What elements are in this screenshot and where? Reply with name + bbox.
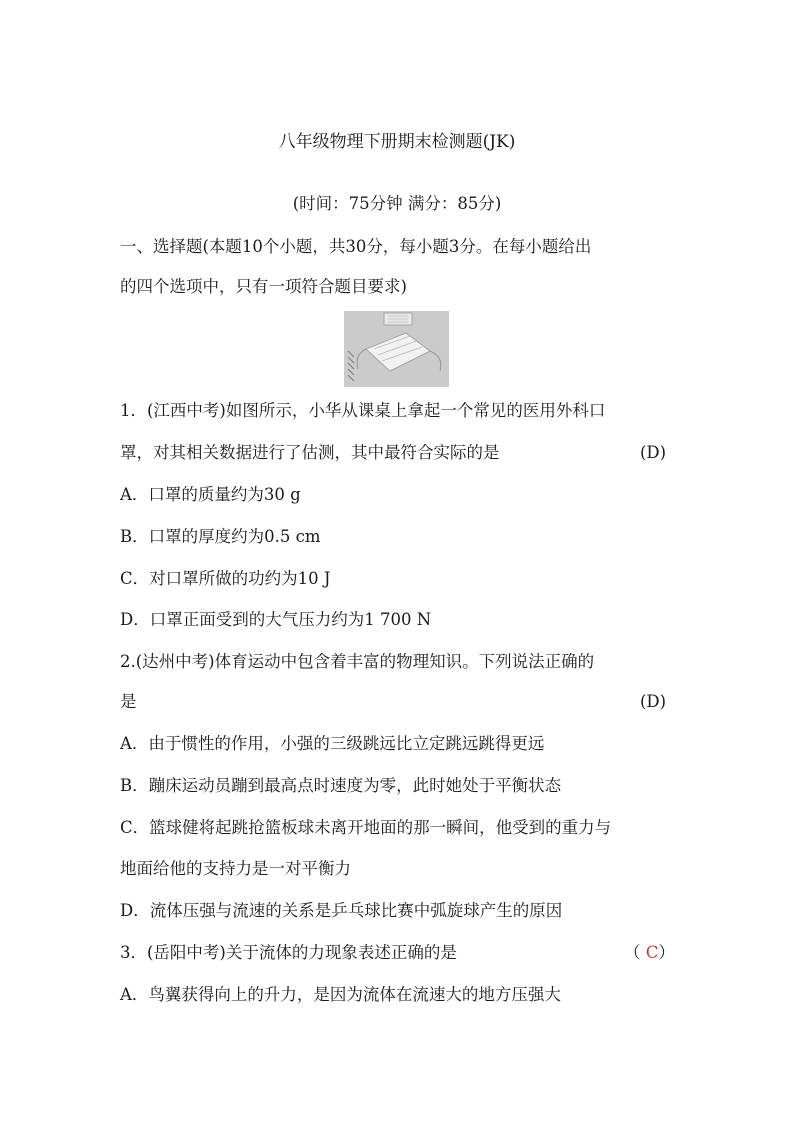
question-1-line-2: 罩，对其相关数据进行了估测，其中最符合实际的是 [120,443,500,462]
mask-photo-illustration [344,311,449,387]
question-2-line-2: 是 [120,692,137,711]
question-1-option-b: B．口罩的厚度约为0.5 cm [120,527,321,546]
section-heading-line-2: 的四个选项中，只有一项符合题目要求) [120,277,407,296]
question-3-answer [624,942,675,964]
question-2-option-b: B．蹦床运动员蹦到最高点时速度为零，此时她处于平衡状态 [120,776,562,795]
section-heading-line-1: 一、选择题(本题10个小题，共30分，每小题3分。在每小题给出 [120,237,592,256]
question-2-line-1: 2.(达州中考)体育运动中包含着丰富的物理知识。下列说法正确的 [120,652,595,671]
question-3-line-1: 3．(岳阳中考)关于流体的力现象表述正确的是 [120,943,457,962]
question-1-option-a: A．口罩的质量约为30 g [120,485,301,504]
question-3-answer-close: ） [658,943,675,962]
question-2-option-d: D．流体压强与流速的关系是乒乓球比赛中弧旋球产生的原因 [120,901,563,920]
question-3-answer-open: （ [624,943,641,962]
question-2-option-a: A．由于惯性的作用，小强的三级跳远比立定跳远跳得更远 [120,734,545,753]
question-3-answer-letter: C [640,943,659,962]
question-3-option-a: A．鸟翼获得向上的升力，是因为流体在流速大的地方压强大 [120,985,561,1004]
page-title: 八年级物理下册期末检测题(JK) [278,132,516,152]
question-1-line-1: 1．(江西中考)如图所示，小华从课桌上拿起一个常见的医用外科口 [120,401,606,420]
question-1-answer: (D) [640,443,667,462]
mask-photo [344,311,449,387]
question-1-option-c: C．对口罩所做的功约为10 J [120,569,331,588]
question-2-answer: (D) [640,692,667,711]
question-1-option-d: D．口罩正面受到的大气压力约为1 700 N [120,610,432,629]
question-2-option-c-continued: 地面给他的支持力是一对平衡力 [120,859,351,878]
question-2-option-c: C．篮球健将起跳抢篮板球未离开地面的那一瞬间，他受到的重力与 [120,818,612,837]
exam-info: (时间：75分钟 满分：85分) [292,194,502,213]
